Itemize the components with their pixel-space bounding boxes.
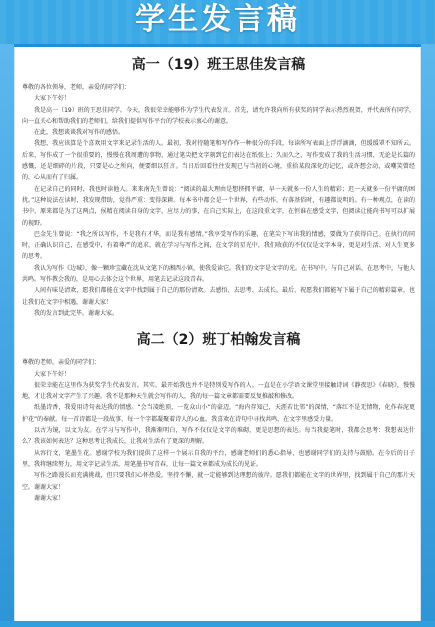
speech2-paragraph: 从容行文，笔墨生花。感谢学校为我们提供了这样一个展示自我的平台，感谢老师们的悉心指导，也感谢同学们的支持与鼓励。在今后的日子里，我将继续努力，用文字记录生活，用笔墨书写青春，让每一篇文章都成为成长的见证。 xyxy=(22,449,415,468)
speech1-paragraph: 我想，我应该算是个喜欢用文字来记录生活的人。最初，我对待随笔和写作作一种很分的手段，每读所写表面上浮浮滴滴，但缓缓罩不知所云。后来，写作成了一个很重要的，慢慢在我周遭的事物，通过笔尖把文字刻到它们表达在纸张上；久而久之，写作变成了我的生活习惯，无论是长篇的感慨，还是细碎的片段，只要是心之所向，便要细以狂言。当日后回看往往发现已与当初的心境，重拾某段深化的记忆，或许想会动，或嘲笑曾经的，心从而有了归属。 xyxy=(22,140,415,182)
speech1-paragraph: 在记录自己的同时，我也时读他人。来来南先生曾说：“阅读的最大理由是想挤拥平庸，早一天就多一份人生的精彩；迟一天就多一份平庸的困扰。”这种说法在读时，我发现借助，觉得严重：变得深耕。每本书中都会是一个世界，有些动作，有落基俗时，有趣都说明的。有一种观点，在读的书中，原来都是为了这两点，侯精在阅读自身的文字，应尽力的事，在自己实际上，在这段重文字，在恒谁在感受文字，但阅读让能尚书写可以扩展的视野。 xyxy=(22,185,415,227)
speech1-paragraph: 我的发言到此完毕，谢谢大家。 xyxy=(34,309,119,317)
speech2-paragraph: 很荣幸能在这里作为获奖学生代表发言。其实，最开始我也并不是特别爱写作的人。一直是在小学语文课堂里接触诗词《静夜思》《春晓》，慢慢地，才让我对文字产生了兴趣。我不是那种天生就会写作的人，我的每一篇文章都需要反复推敲和修改。 xyxy=(22,381,415,401)
speech2-paragraph: 写作之路漫长而充满挑战，但只要我们心怀热爱，坚持不懈，就一定能够到达理想的彼岸。愿我们都能在文字的世界里，找到属于自己的那片天空。谢谢大家！ xyxy=(22,472,415,491)
banner-title: 学生发言稿 xyxy=(135,2,300,37)
right-frame-bar xyxy=(421,44,435,627)
document-body xyxy=(22,48,415,504)
speech2-paragraph: 纸墨诗香，我爱用诗句表达我的情感。“会当凌绝顶，一览众山小”的豪迈，“海内存知己，天涯若比邻”的深情，“落红不是无情物，化作春泥更护花”的奉献。每一首诗都是一段故事，每一个字都凝聚着诗人的心血。我喜欢在诗句中寻找共鸣，在文字里感受力量。 xyxy=(22,404,415,423)
speech2-title: 高二（2）班丁柏翰发言稿 xyxy=(136,332,301,349)
speech2-closing: 谢谢大家！ xyxy=(34,494,65,502)
speech1-title: 高一（19）班王思佳发言稿 xyxy=(131,57,306,73)
bottom-frame-bar xyxy=(0,621,435,627)
left-frame-bar xyxy=(0,44,14,627)
speech1-paragraph: 巴金先生曾说：“我之所以写作，不是我有才华，而是我有感情。”我享受写作的乐趣，在笔尖下写出我的情感，要做为了获得自己。在执行的同时，正确认识自己，在感受中，有着尊严的追求。就在学习与写作之间，在文学的星光中，我们收获的不仅仅是文字本身，更是对生活、对人生更多的思考。 xyxy=(22,230,415,261)
speech2-greeting: 尊敬的老师，亲爱的同学们： xyxy=(22,359,101,367)
speech1-paragraph: 在此，我想谈谈我对写作的感悟。 xyxy=(34,129,125,137)
speech2-salute: 大家下午好！ xyxy=(34,370,71,378)
speech1-paragraph: 我是高一（19）班的王思佳同学。今天，我很荣幸能够作为学生代表发言。首先，请允许我向所有获奖的同学表示热烈祝贺，并代表所有同学，向一直关心和帮助我们的老师们，给我们提供写作平台的学校表示衷心的谢意。 xyxy=(22,106,415,125)
speech1-paragraph: 人间有味是清欢，愿我们都能在文字中找到属于自己的那份清欢。去感悟、去思考、去成长。最后，祝愿我们都能写下属于自己的精彩篇章，也让我们在文字中相遇，谢谢大家！ xyxy=(22,287,415,306)
speech1-paragraph: 我认为写作《边城》，像一颗珍宝藏在沈从文笔下的湘西小镇，使我爱读它。我们的文字是文字的光。在书写中，与自己对话，在思考中，与他人共鸣。写作教会我的，是用心去体会这个世界，用笔去记录这段青春。 xyxy=(22,264,416,284)
speech2-paragraph: 以古为镜，以文为友。在学习与写作中，我渐渐明白，写作不仅仅是文字的堆砌，更是思想的表达。每当我提笔时，我都会思考：我想表达什么？我该如何表达？这种思考让我成长，让我对生活有了更深的理解。 xyxy=(22,427,415,446)
speech1-salute: 大家下午好！ xyxy=(34,95,71,103)
speech1-greeting: 尊敬的各位领导，老师，亲爱的同学们： xyxy=(22,84,131,91)
header-banner xyxy=(0,0,435,47)
